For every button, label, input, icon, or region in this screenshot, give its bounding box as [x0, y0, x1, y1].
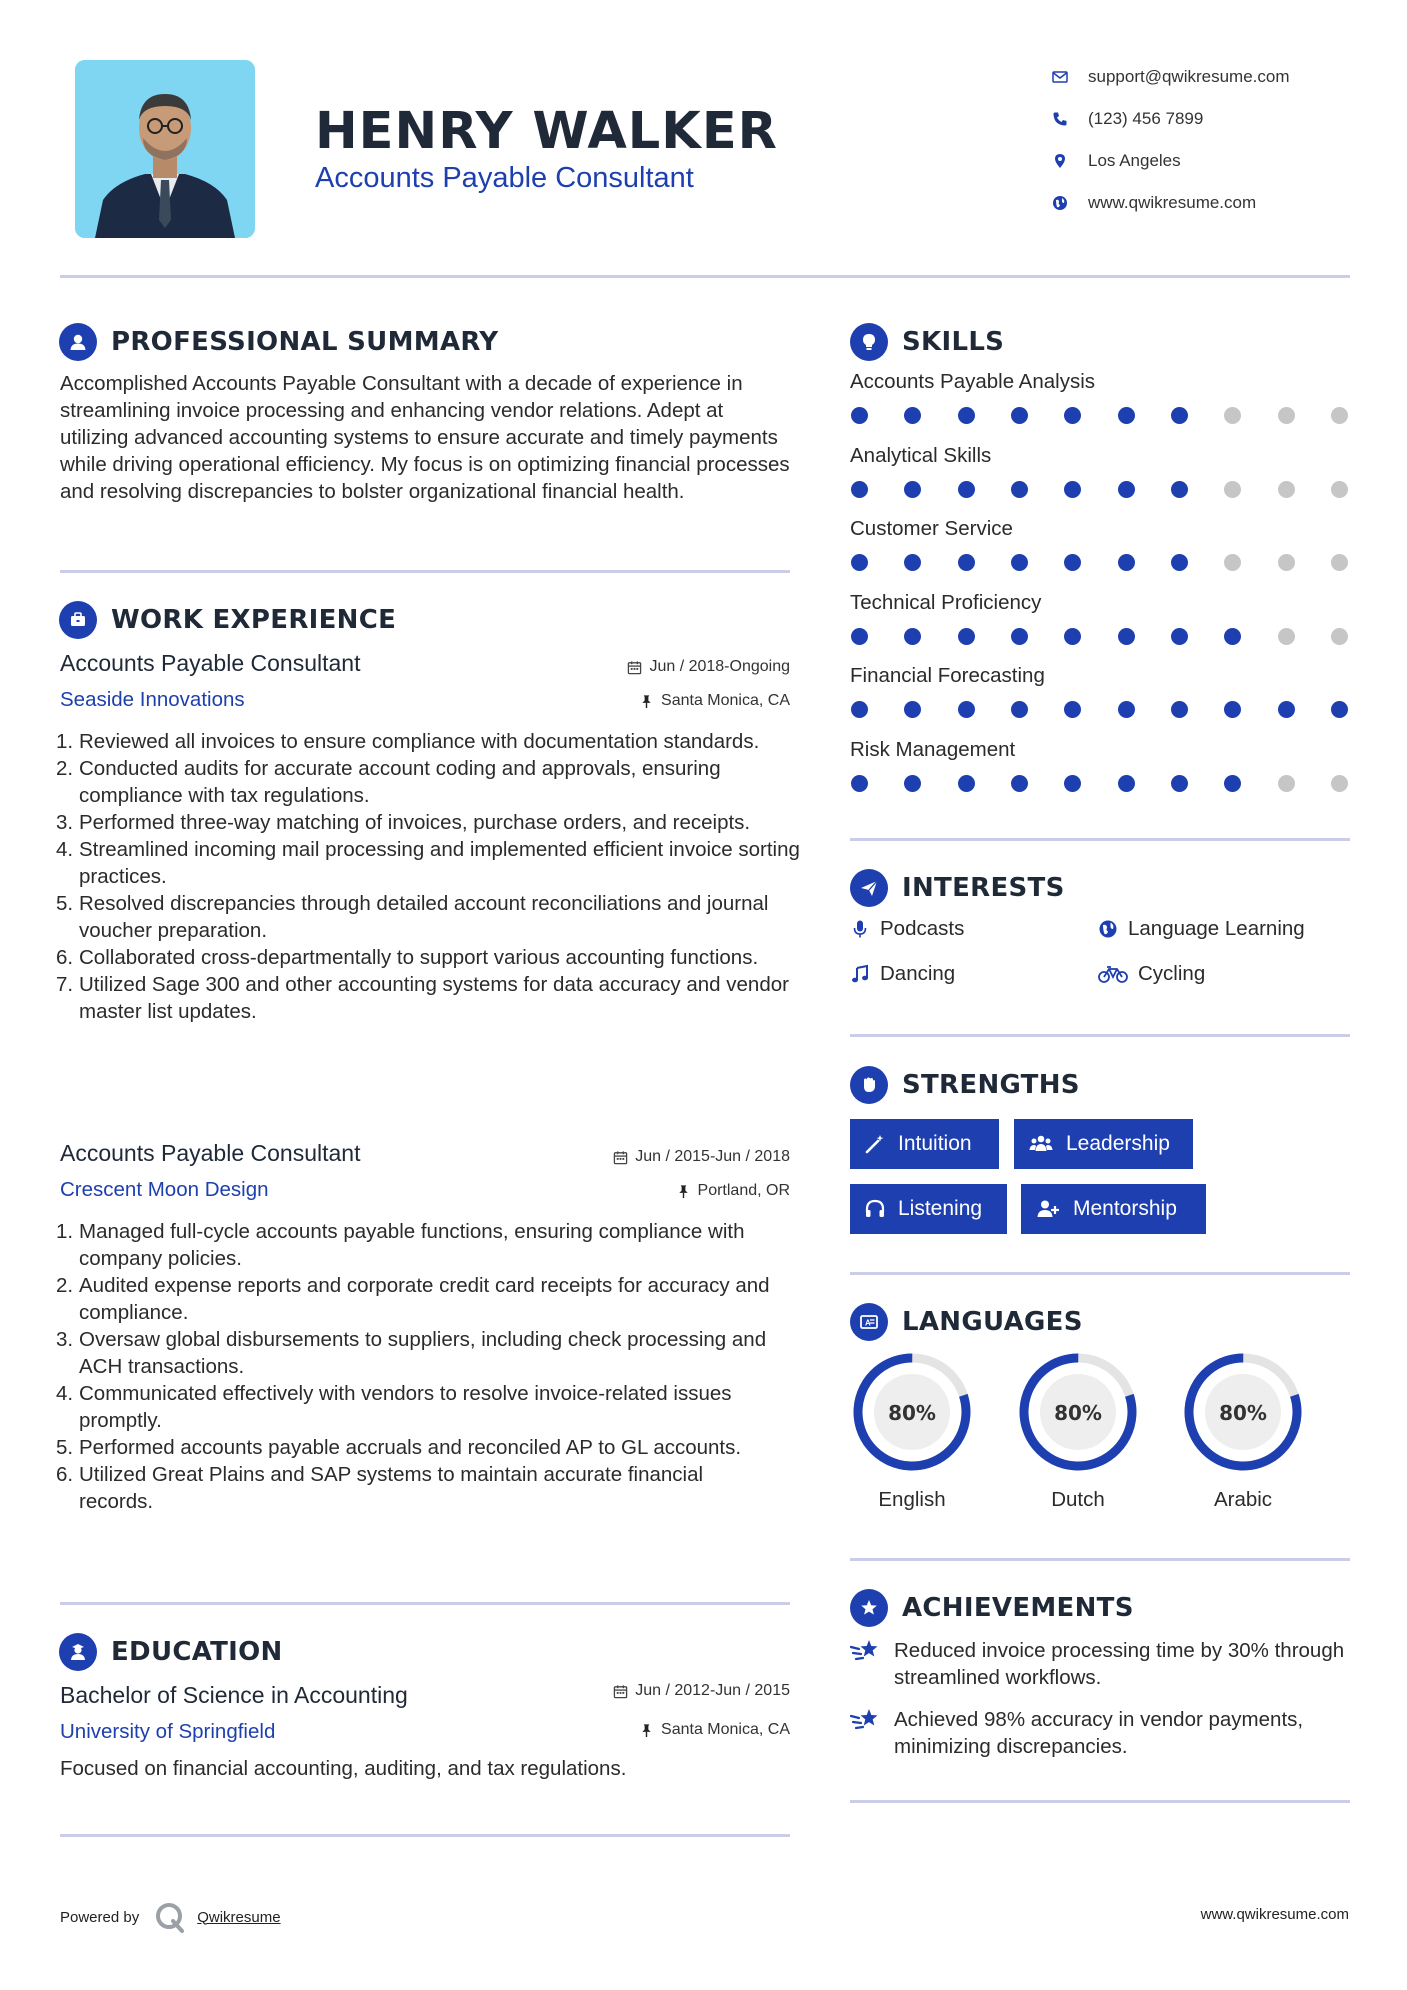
- rating-dot-filled: [958, 701, 975, 718]
- rating-dot-filled: [851, 775, 868, 792]
- rating-dot-filled: [851, 407, 868, 424]
- qwikresume-logo-icon: [153, 1900, 187, 1934]
- map-pin-icon: [1050, 153, 1088, 169]
- strengths-heading: [850, 1066, 1080, 1104]
- education-school[interactable]: University of Springfield: [60, 1720, 276, 1743]
- list-item: 5. Performed accounts payable accruals and reconciled AP to GL accounts.: [56, 1436, 742, 1459]
- list-item: 7. Utilized Sage 300 and other accounting systems for data accuracy and vendor master list updates.: [56, 973, 789, 1023]
- experience-title: WORK EXPERIENCE: [111, 605, 397, 635]
- contact-location: [1050, 140, 1370, 182]
- contact-location-text: Los Angeles: [1088, 151, 1181, 170]
- job-2-dates: [500, 1148, 790, 1166]
- strength-listening: Listening: [850, 1184, 1007, 1234]
- rating-dot-filled: [1064, 481, 1081, 498]
- rating-dot-filled: [1118, 628, 1135, 645]
- achievements-divider: [850, 1800, 1350, 1803]
- language-progress-ring: [1181, 1350, 1305, 1474]
- list-item: 4. Streamlined incoming mail processing and implemented efficient invoice sorting practices.: [56, 838, 800, 888]
- magic-wand-icon: [864, 1133, 886, 1155]
- rating-dot-empty: [1331, 481, 1348, 498]
- contact-email-text: support@qwikresume.com: [1088, 67, 1290, 86]
- rating-dot-empty: [1278, 407, 1295, 424]
- rating-dot-empty: [1278, 554, 1295, 571]
- skill-name: Risk Management: [850, 737, 1016, 761]
- rating-dot-filled: [1011, 554, 1028, 571]
- language-item: [1181, 1350, 1305, 1474]
- education-dates: [500, 1682, 790, 1700]
- languages-heading: [850, 1303, 1083, 1341]
- list-item: 6. Utilized Great Plains and SAP systems to maintain accurate financial records.: [56, 1463, 704, 1513]
- summary-text: Accomplished Accounts Payable Consultant with a decade of experience in streamlining invoice processing and enhancing vendor relations. Adept at utilizing advanced accounting systems to ensure accurate and timely payments while driving operational efficiency. My focus is on optimizing financial processes and resolving discrepancies to bolster organizational financial health.: [60, 372, 790, 503]
- rating-dot-filled: [1171, 775, 1188, 792]
- strength-mentorship: Mentorship: [1021, 1184, 1206, 1234]
- interest-podcasts: Podcasts: [850, 917, 964, 941]
- rating-dot-filled: [958, 628, 975, 645]
- languages-divider: [850, 1558, 1350, 1561]
- rating-dot-filled: [904, 481, 921, 498]
- rating-dot-filled: [1224, 701, 1241, 718]
- skill-rating: [851, 775, 1348, 792]
- rating-dot-filled: [1011, 481, 1028, 498]
- skill-rating: [851, 407, 1348, 424]
- language-progress-ring: [850, 1350, 974, 1474]
- calendar-icon: [613, 1150, 628, 1165]
- rating-dot-empty: [1278, 775, 1295, 792]
- language-icon: [850, 1303, 888, 1341]
- rating-dot-filled: [1064, 701, 1081, 718]
- rating-dot-filled: [851, 554, 868, 571]
- globe-icon: [1098, 919, 1118, 939]
- language-item: [1016, 1350, 1140, 1474]
- language-name: Dutch: [1051, 1488, 1105, 1511]
- experience-heading: [59, 601, 396, 639]
- contact-phone[interactable]: [1050, 98, 1370, 140]
- rating-dot-filled: [1064, 775, 1081, 792]
- list-item: 6. Collaborated cross-departmentally to support various accounting functions.: [56, 946, 759, 969]
- interests-heading: [850, 869, 1065, 907]
- contact-email[interactable]: [1050, 56, 1370, 98]
- candidate-name: HENRY WALKER: [315, 102, 778, 161]
- rating-dot-filled: [1171, 407, 1188, 424]
- strength-leadership: Leadership: [1014, 1119, 1193, 1169]
- rating-dot-filled: [1011, 628, 1028, 645]
- rating-dot-filled: [1011, 775, 1028, 792]
- list-item: 2. Audited expense reports and corporate credit card receipts for accuracy and compliance.: [56, 1274, 770, 1324]
- fist-icon: [850, 1066, 888, 1104]
- skill-name: Accounts Payable Analysis: [850, 370, 1095, 393]
- rating-dot-empty: [1224, 407, 1241, 424]
- rating-dot-filled: [958, 407, 975, 424]
- job-1-responsibilities: [56, 728, 800, 1025]
- svg-text:A: A: [865, 1318, 871, 1328]
- job-2-responsibilities: [56, 1218, 770, 1515]
- rating-dot-filled: [1331, 701, 1348, 718]
- job-2-company[interactable]: Crescent Moon Design: [60, 1178, 269, 1201]
- list-item: 5. Resolved discrepancies through detailed account reconciliations and journal voucher preparation.: [56, 892, 769, 942]
- rating-dot-filled: [1118, 554, 1135, 571]
- pushpin-icon: [676, 1184, 691, 1199]
- skills-heading: [850, 323, 1004, 361]
- education-title: EDUCATION: [111, 1637, 283, 1667]
- skill-rating: [851, 554, 1348, 571]
- list-item: 3. Performed three-way matching of invoices, purchase orders, and receipts.: [56, 811, 751, 834]
- strengths-divider: [850, 1272, 1350, 1275]
- language-name: English: [878, 1488, 946, 1511]
- rating-dot-filled: [851, 701, 868, 718]
- list-item: 1. Managed full-cycle accounts payable functions, ensuring compliance with company policies.: [56, 1220, 745, 1270]
- list-item: 4. Communicated effectively with vendors to resolve invoice-related issues promptly.: [56, 1382, 732, 1432]
- job-2-dates-text: Jun / 2015-Jun / 2018: [635, 1148, 790, 1165]
- job-2-location: [500, 1182, 790, 1200]
- rating-dot-filled: [958, 481, 975, 498]
- rating-dot-filled: [1011, 407, 1028, 424]
- shooting-star-icon: [850, 1637, 882, 1665]
- education-heading: [59, 1633, 283, 1671]
- skill-name: Financial Forecasting: [850, 664, 1045, 687]
- strength-intuition: Intuition: [850, 1119, 999, 1169]
- microphone-icon: [850, 919, 870, 939]
- user-icon: [59, 323, 97, 361]
- language-progress-ring: [1016, 1350, 1140, 1474]
- list-item: 2. Conducted audits for accurate account coding and approvals, ensuring compliance with tax regulations.: [56, 757, 721, 807]
- job-1-location: [500, 692, 790, 710]
- user-plus-icon: [1035, 1198, 1061, 1220]
- job-2-title: Accounts Payable Consultant: [60, 1140, 361, 1166]
- job-1-title: Accounts Payable Consultant: [60, 650, 361, 676]
- rating-dot-empty: [1278, 628, 1295, 645]
- experience-divider: [60, 1602, 790, 1605]
- paper-plane-icon: [850, 869, 888, 907]
- rating-dot-filled: [904, 407, 921, 424]
- education-degree: Bachelor of Science in Accounting: [60, 1682, 408, 1708]
- globe-icon: [1050, 195, 1088, 211]
- skill-name: Customer Service: [850, 517, 1013, 540]
- skills-title: SKILLS: [902, 327, 1005, 357]
- phone-icon: [1050, 111, 1088, 127]
- language-percent: 80%: [888, 1401, 936, 1425]
- rating-dot-filled: [1278, 701, 1295, 718]
- rating-dot-filled: [904, 701, 921, 718]
- interests-divider: [850, 1034, 1350, 1037]
- rating-dot-filled: [1064, 407, 1081, 424]
- achievements-heading: [850, 1589, 1134, 1627]
- rating-dot-empty: [1331, 628, 1348, 645]
- strengths-title: STRENGTHS: [902, 1070, 1080, 1100]
- rating-dot-filled: [851, 481, 868, 498]
- envelope-icon: [1050, 69, 1088, 85]
- lightbulb-icon: [850, 323, 888, 361]
- pushpin-icon: [639, 1723, 654, 1738]
- rating-dot-filled: [1171, 628, 1188, 645]
- profile-photo: [75, 60, 255, 238]
- achievements-title: ACHIEVEMENTS: [902, 1593, 1134, 1623]
- rating-dot-empty: [1224, 481, 1241, 498]
- header-divider: [60, 275, 1350, 278]
- rating-dot-empty: [1224, 554, 1241, 571]
- skill-rating: [851, 481, 1348, 498]
- calendar-icon: [613, 1684, 628, 1699]
- interests-title: INTERESTS: [902, 873, 1065, 903]
- rating-dot-filled: [851, 628, 868, 645]
- briefcase-icon: [59, 601, 97, 639]
- contact-website-text: www.qwikresume.com: [1088, 193, 1257, 212]
- rating-dot-filled: [904, 554, 921, 571]
- language-name: Arabic: [1213, 1488, 1273, 1511]
- rating-dot-filled: [1011, 701, 1028, 718]
- rating-dot-empty: [1331, 407, 1348, 424]
- language-percent: 80%: [1219, 1401, 1267, 1425]
- footer-powered-by: [60, 1900, 281, 1934]
- job-2-location-text: Portland, OR: [697, 1182, 790, 1199]
- rating-dot-filled: [1118, 481, 1135, 498]
- footer-website[interactable]: www.qwikresume.com: [1200, 1906, 1349, 1923]
- language-item: [850, 1350, 974, 1474]
- interest-language-learning: Language Learning: [1098, 917, 1305, 941]
- job-1-dates: [500, 658, 790, 676]
- contact-list: [1050, 56, 1370, 224]
- rating-dot-filled: [1064, 554, 1081, 571]
- skill-name: Technical Proficiency: [850, 590, 1042, 614]
- bicycle-icon: [1098, 964, 1128, 984]
- summary-title: PROFESSIONAL SUMMARY: [111, 327, 499, 357]
- education-dates-text: Jun / 2012-Jun / 2015: [635, 1682, 790, 1699]
- languages-title: LANGUAGES: [902, 1307, 1083, 1337]
- candidate-role: Accounts Payable Consultant: [315, 162, 694, 194]
- rating-dot-filled: [958, 554, 975, 571]
- rating-dot-filled: [904, 775, 921, 792]
- education-description: Focused on financial accounting, auditing, and tax regulations.: [60, 1757, 627, 1780]
- headphones-icon: [864, 1198, 886, 1220]
- summary-divider: [60, 570, 790, 573]
- contact-website[interactable]: [1050, 182, 1370, 224]
- rating-dot-empty: [1331, 554, 1348, 571]
- education-location-text: Santa Monica, CA: [661, 1721, 790, 1738]
- language-percent: 80%: [1054, 1401, 1102, 1425]
- rating-dot-filled: [1224, 775, 1241, 792]
- powered-by-text: Powered by: [60, 1908, 140, 1926]
- job-1-company[interactable]: Seaside Innovations: [60, 688, 245, 711]
- rating-dot-empty: [1331, 775, 1348, 792]
- contact-phone-text: (123) 456 7899: [1088, 109, 1204, 128]
- education-location: [500, 1721, 790, 1739]
- shooting-star-icon: [850, 1706, 882, 1734]
- users-icon: [1028, 1133, 1054, 1155]
- rating-dot-filled: [1064, 628, 1081, 645]
- skill-rating: [851, 628, 1348, 645]
- pushpin-icon: [639, 694, 654, 709]
- education-divider: [60, 1834, 790, 1837]
- skill-rating: [851, 701, 1348, 718]
- list-item: 3. Oversaw global disbursements to suppliers, including check processing and ACH transactions.: [56, 1328, 767, 1378]
- achievement-item-2: Achieved 98% accuracy in vendor payments, minimizing discrepancies.: [850, 1706, 1350, 1760]
- rating-dot-filled: [1171, 554, 1188, 571]
- interest-cycling: Cycling: [1098, 962, 1205, 986]
- rating-dot-filled: [1118, 701, 1135, 718]
- achievement-item-1: Reduced invoice processing time by 30% through streamlined workflows.: [850, 1637, 1350, 1691]
- skills-divider: [850, 838, 1350, 841]
- summary-heading: [59, 323, 498, 361]
- calendar-icon: [627, 660, 642, 675]
- rating-dot-filled: [904, 628, 921, 645]
- star-badge-icon: [850, 1589, 888, 1627]
- rating-dot-filled: [1118, 407, 1135, 424]
- skill-name: Analytical Skills: [850, 443, 992, 467]
- graduate-icon: [59, 1633, 97, 1671]
- music-note-icon: [850, 964, 870, 984]
- interest-dancing: Dancing: [850, 962, 955, 986]
- job-1-dates-text: Jun / 2018-Ongoing: [649, 658, 790, 675]
- rating-dot-empty: [1278, 481, 1295, 498]
- rating-dot-filled: [1224, 628, 1241, 645]
- rating-dot-filled: [1118, 775, 1135, 792]
- job-1-location-text: Santa Monica, CA: [661, 692, 790, 709]
- rating-dot-filled: [1171, 701, 1188, 718]
- qwikresume-link[interactable]: Qwikresume: [197, 1908, 281, 1926]
- rating-dot-filled: [958, 775, 975, 792]
- list-item: 1. Reviewed all invoices to ensure compliance with documentation standards.: [56, 730, 760, 753]
- rating-dot-filled: [1171, 481, 1188, 498]
